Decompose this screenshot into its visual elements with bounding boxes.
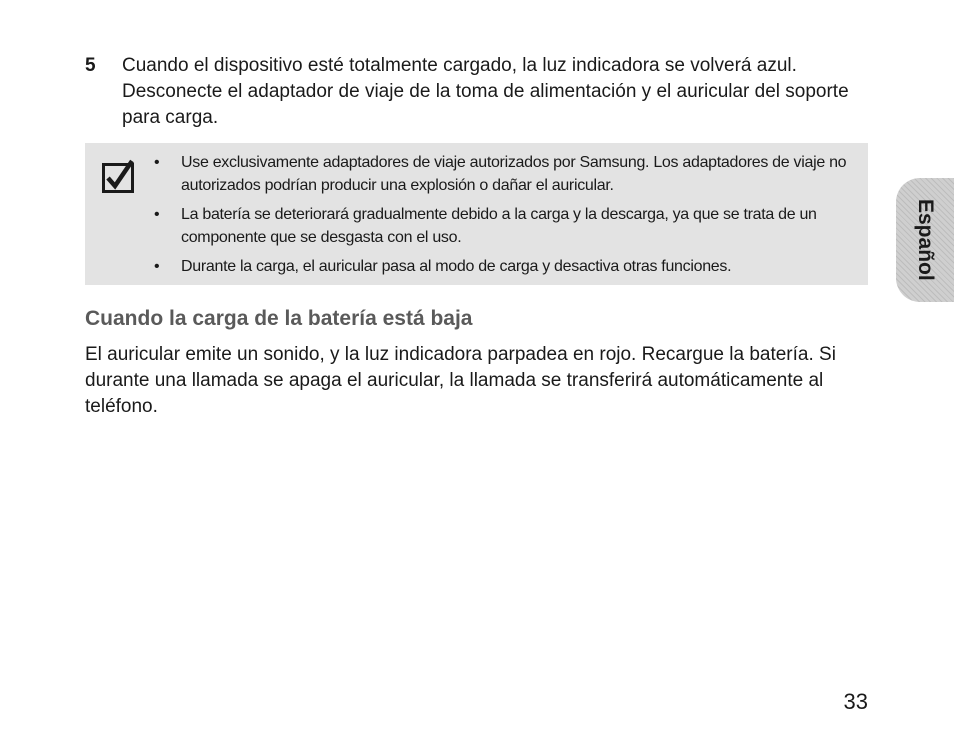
note-item <box>150 203 862 249</box>
note-item-text: La batería se deteriorará gradualmente debido a la carga y la descarga, ya que se trata de un componente que se desgasta con el uso. <box>181 206 817 246</box>
section-body: El auricular emite un sonido, y la luz indicadora parpadea en rojo. Recargue la batería. Si durante una llamada se apaga el auricular, la llamada se transferirá automáticamente al teléfono. <box>85 344 836 417</box>
bullet: • <box>154 154 160 171</box>
language-tab <box>896 178 954 302</box>
note-box <box>85 143 868 285</box>
bullet: • <box>154 258 160 275</box>
language-tab-label: Español <box>914 199 937 281</box>
note-list <box>150 151 862 284</box>
note-item-text: Use exclusivamente adaptadores de viaje autorizados por Samsung. Los adaptadores de viaje no autorizados podrían producir una explosión o dañar el auricular. <box>181 154 847 194</box>
section-heading: Cuando la carga de la batería está baja <box>85 307 473 330</box>
bullet: • <box>154 206 160 223</box>
note-item-text: Durante la carga, el auricular pasa al modo de carga y desactiva otras funciones. <box>181 258 732 275</box>
note-item <box>150 255 862 278</box>
page-number: 33 <box>843 689 868 714</box>
step-number: 5 <box>85 55 96 76</box>
step-text: Cuando el dispositivo esté totalmente cargado, la luz indicadora se volverá azul. Desconecte el adaptador de viaje de la toma de alimentación y el auricular del soporte para carga. <box>122 55 849 128</box>
checkbox-check-icon <box>102 159 134 193</box>
note-item <box>150 151 862 197</box>
step-5 <box>85 53 875 131</box>
